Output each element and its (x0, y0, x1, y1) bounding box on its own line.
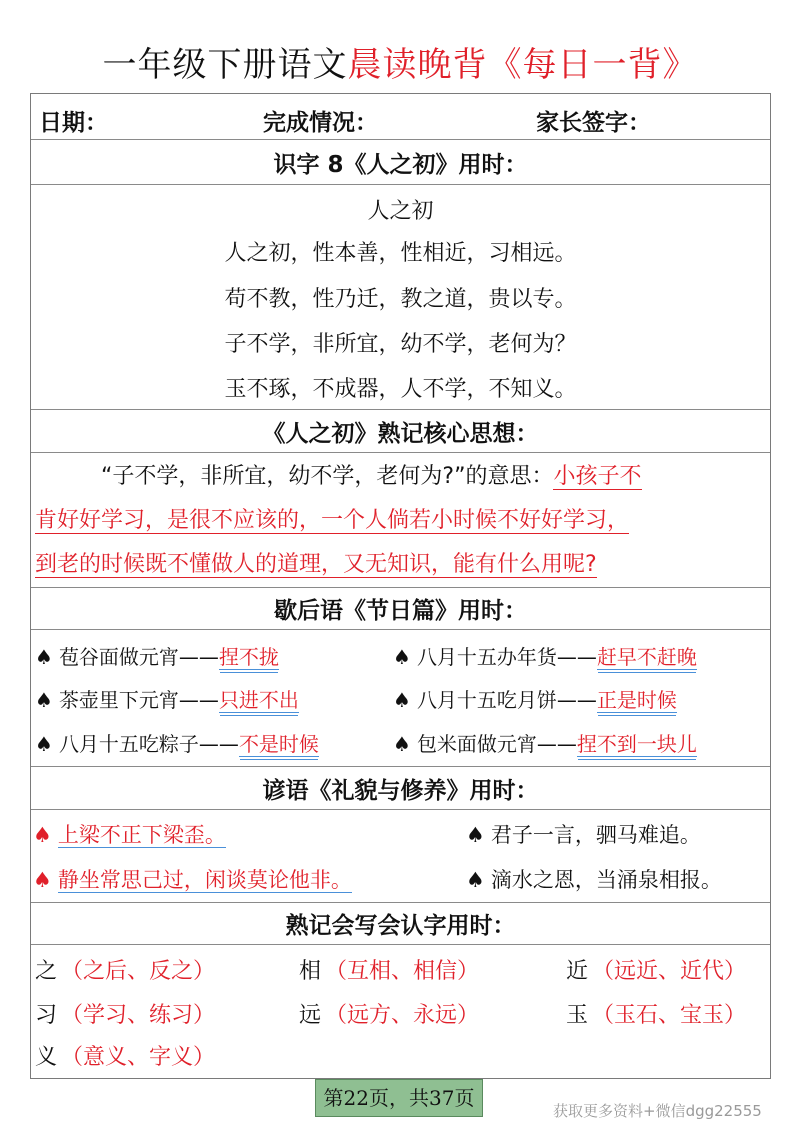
yanyu-heading: 谚语《礼貌与修养》用时： (262, 778, 539, 804)
spade-icon: ♠ (35, 645, 53, 669)
divider (31, 184, 770, 185)
divider (31, 629, 770, 630)
xiehouyu-item: ♠ 八月十五吃粽子——不是时候 (35, 732, 319, 756)
xiehouyu-item: ♠ 苞谷面做元宵——捏不拢 (35, 645, 279, 669)
char-item: 之 （之后、反之） (35, 959, 216, 984)
sign-label: 家长签字： (536, 110, 651, 136)
xiehouyu-item: ♠ 茶壶里下元宵——只进不出 (35, 688, 299, 712)
divider (31, 902, 770, 903)
spade-icon: ♠ (466, 868, 485, 892)
spade-icon: ♠ (33, 823, 52, 847)
core-meaning-1: 小孩子不 (553, 464, 642, 489)
title-black: 一年级下册语文 (102, 45, 348, 85)
char-item: 近 （远近、近代） (566, 959, 747, 984)
divider (31, 452, 770, 453)
spade-icon: ♠ (35, 688, 53, 712)
yanyu-item: ♠ 君子一言，驷马难追。 (466, 823, 701, 847)
core-meaning-2: 肯好好学习，是很不应该的，一个人倘若小时候不好好学习， (35, 508, 630, 533)
poem-name: 人之初 (367, 199, 434, 224)
char-item: 习 （学习、练习） (35, 1003, 216, 1028)
poem-line: 人之初，性本善，性相近，习相远。 (224, 241, 577, 266)
char-item: 远 （远方、永远） (299, 1003, 480, 1028)
page-indicator: 第22页，共37页 (315, 1079, 483, 1117)
divider (31, 944, 770, 945)
xiehouyu-heading: 歇后语《节日篇》用时： (274, 598, 527, 624)
spade-icon: ♠ (466, 823, 485, 847)
spade-icon: ♠ (33, 868, 52, 892)
watermark: 获取更多资料+微信dgg22555 (553, 1102, 762, 1120)
spade-icon: ♠ (35, 732, 53, 756)
core-lead: “子不学，非所宜，幼不学，老何为?”的意思： (101, 464, 554, 489)
divider (31, 139, 770, 140)
divider (31, 809, 770, 810)
core-heading: 《人之初》熟记核心思想： (262, 421, 539, 447)
yanyu-item: ♠ 上梁不正下梁歪。 (33, 823, 226, 847)
page-title (0, 40, 800, 90)
date-label: 日期： (39, 110, 108, 136)
poem-line: 子不学，非所宜，幼不学，老何为？ (224, 332, 577, 357)
char-item: 玉 （玉石、宝玉） (566, 1003, 747, 1028)
char-item: 相 （互相、相信） (299, 959, 480, 984)
char-item: 义 （意义、字义） (35, 1045, 216, 1070)
poem-line: 苟不教，性乃迁，教之道，贵以专。 (224, 287, 577, 312)
poem-line: 玉不琢，不成器，人不学，不知义。 (224, 377, 577, 402)
spade-icon: ♠ (393, 732, 411, 756)
core-meaning-3: 到老的时候既不懂做人的道理，又无知识，能有什么用呢? (35, 552, 597, 577)
chars-heading: 熟记会写会认字用时： (285, 913, 516, 939)
core-meaning (35, 455, 765, 587)
status-label: 完成情况： (263, 110, 378, 136)
divider (31, 587, 770, 588)
poem-heading: 识字 8《人之初》用时： (273, 152, 528, 178)
spade-icon: ♠ (393, 645, 411, 669)
divider (31, 409, 770, 410)
xiehouyu-item: ♠ 包米面做元宵——捏不到一块儿 (393, 732, 697, 756)
xiehouyu-item: ♠ 八月十五吃月饼——正是时候 (393, 688, 677, 712)
worksheet (30, 93, 771, 1079)
yanyu-item: ♠ 静坐常思己过，闲谈莫论他非。 (33, 868, 352, 892)
spade-icon: ♠ (393, 688, 411, 712)
xiehouyu-item: ♠ 八月十五办年货——赶早不赶晚 (393, 645, 697, 669)
divider (31, 766, 770, 767)
title-red: 晨读晚背《每日一背》 (347, 45, 698, 85)
yanyu-item: ♠ 滴水之恩，当涌泉相报。 (466, 868, 722, 892)
